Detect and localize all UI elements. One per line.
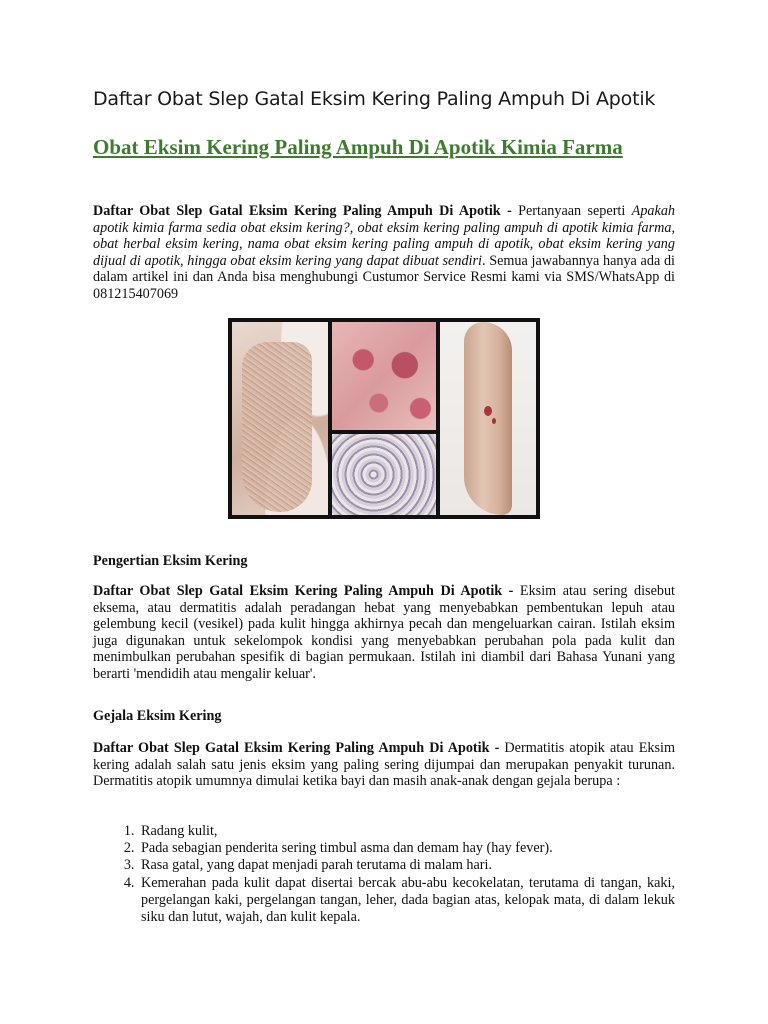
section-heading-gejala: Gejala Eksim Kering [93,708,222,724]
gejala-paragraph [93,740,675,790]
list-item: 1. Radang kulit, [138,823,675,840]
pengertian-text: Eksim atau sering disebut eksema, atau dermatitis adalah peradangan hebat yang menyebabkan pembentukan lepuh atau gelembung kecil (vesikel) pada kulit hingga akhirnya pecah dan mengeluarkan cairan. Istilah eksim juga digunakan untuk sekelompok kondisi yang menyebabkan perubahan pola pada kulit dan menimbulkan perubahan spesifik di bagian permukaan. Istilah ini diambil dari Bahasa Yunani yang berarti 'mendidih atau mengalir keluar'. [93,583,676,682]
leg-eczema-photo [440,322,536,515]
red-rash-photo [332,322,436,430]
intro-paragraph [93,203,675,303]
section-heading-pengertian: Pengertian Eksim Kering [93,553,248,569]
symptom-list [93,823,675,926]
pengertian-bold-lead: Daftar Obat Slep Gatal Eksim Kering Paling Ampuh Di Apotik - [93,583,514,599]
intro-italic-questions: Apakah apotik kimia farma sedia obat eksim kering?, obat eksim kering paling ampuh di apotik kimia farma, obat herbal eksim kering, nama obat eksim kering paling ampuh di apotik, obat eksim kering yang dijual di apotik, hingga obat eksim kering yang dapat dibuat sendiri [93,203,676,269]
scaly-patch-photo [332,434,436,515]
pengertian-paragraph [93,583,675,683]
list-item: 2. Pada sebagian penderita sering timbul asma dan demam hay (hay fever). [138,840,675,857]
dry-elbow-photo [232,322,328,515]
main-heading-link[interactable]: Obat Eksim Kering Paling Ampuh Di Apotik Kimia Farma [93,135,623,159]
intro-bold-lead: Daftar Obat Slep Gatal Eksim Kering Paling Ampuh Di Apotik - [93,203,512,219]
document-title: Daftar Obat Slep Gatal Eksim Kering Paling Ampuh Di Apotik [93,88,656,110]
gejala-bold-lead: Daftar Obat Slep Gatal Eksim Kering Paling Ampuh Di Apotik - [93,740,500,756]
intro-text: Pertanyaan seperti [511,203,632,219]
gejala-text: Dermatitis atopik atau Eksim kering adalah salah satu jenis eksim yang paling sering dijumpai dan merupakan penyakit turunan. Dermatitis atopik umumnya dimulai ketika bayi dan masih anak-anak dengan gejala berupa : [93,740,675,790]
list-item: 4. Kemerahan pada kulit dapat disertai bercak abu-abu kecokelatan, terutama di tangan, kaki, pergelangan kaki, pergelangan tangan, leher, dada bagian atas, kelopak mata, di dalam lekuk siku dan lutut, wajah, dan kulit kepala. [138,875,675,927]
intro-contact-text: . Semua jawabannya hanya ada di dalam artikel ini dan Anda bisa menghubungi Custumor Service Resmi kami via SMS/WhatsApp di 081215407069 [93,252,675,302]
eczema-image-collage [228,318,540,519]
list-item: 3. Rasa gatal, yang dapat menjadi parah terutama di malam hari. [138,857,675,874]
